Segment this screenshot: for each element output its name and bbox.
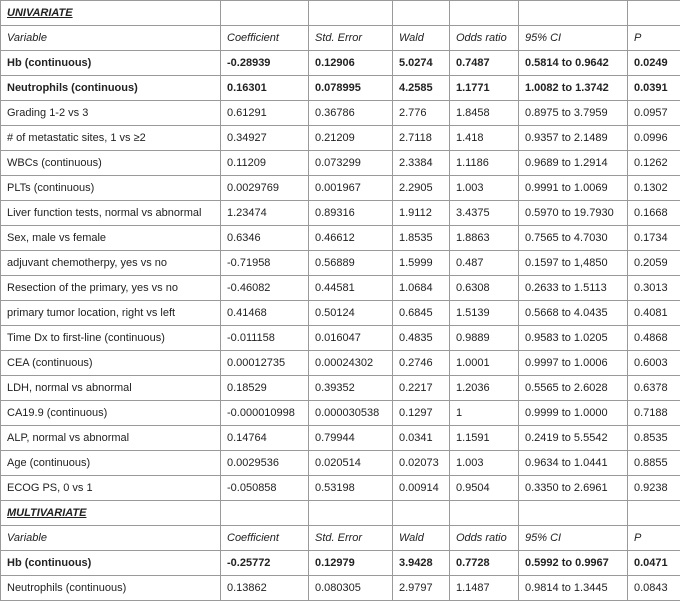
value-cell: 0.0996 <box>628 126 680 151</box>
value-cell: 1.8458 <box>450 101 519 126</box>
value-cell: 0.9999 to 1.0000 <box>519 401 628 426</box>
value-cell: 0.0249 <box>628 51 680 76</box>
value-cell: 2.3384 <box>393 151 450 176</box>
table-row <box>1 326 680 351</box>
empty-cell <box>628 501 680 526</box>
value-cell: 0.50124 <box>309 301 393 326</box>
value-cell: 0.21209 <box>309 126 393 151</box>
value-cell: 1.1487 <box>450 576 519 601</box>
value-cell: 0.9634 to 1.0441 <box>519 451 628 476</box>
variable-cell: LDH, normal vs abnormal <box>1 376 221 401</box>
value-cell: 0.020514 <box>309 451 393 476</box>
value-cell: 0.6308 <box>450 276 519 301</box>
value-cell: 0.0029769 <box>221 176 309 201</box>
variable-cell: Neutrophils (continuous) <box>1 576 221 601</box>
value-cell: 0.4835 <box>393 326 450 351</box>
value-cell: 1.2036 <box>450 376 519 401</box>
variable-cell: CEA (continuous) <box>1 351 221 376</box>
table-row <box>1 51 680 76</box>
value-cell: 0.9689 to 1.2914 <box>519 151 628 176</box>
multivariate-section-row <box>1 501 680 526</box>
value-cell: 0.2419 to 5.5542 <box>519 426 628 451</box>
value-cell: 0.7565 to 4.7030 <box>519 226 628 251</box>
variable-cell: Age (continuous) <box>1 451 221 476</box>
value-cell: 0.56889 <box>309 251 393 276</box>
variable-cell: Liver function tests, normal vs abnormal <box>1 201 221 226</box>
value-cell: 0.1302 <box>628 176 680 201</box>
value-cell: 0.5565 to 2.6028 <box>519 376 628 401</box>
column-header: P <box>628 26 680 51</box>
column-header: Wald <box>393 526 450 551</box>
value-cell: 2.7118 <box>393 126 450 151</box>
column-header: Odds ratio <box>450 526 519 551</box>
value-cell: 0.001967 <box>309 176 393 201</box>
value-cell: 0.14764 <box>221 426 309 451</box>
value-cell: 0.5668 to 4.0435 <box>519 301 628 326</box>
value-cell: 1.0684 <box>393 276 450 301</box>
empty-cell <box>519 1 628 26</box>
table-row <box>1 376 680 401</box>
value-cell: 0.39352 <box>309 376 393 401</box>
value-cell: 0.487 <box>450 251 519 276</box>
value-cell: 0.9583 to 1.0205 <box>519 326 628 351</box>
value-cell: 0.9997 to 1.0006 <box>519 351 628 376</box>
value-cell: -0.71958 <box>221 251 309 276</box>
empty-cell <box>221 501 309 526</box>
value-cell: 0.3350 to 2.6961 <box>519 476 628 501</box>
value-cell: 0.00012735 <box>221 351 309 376</box>
table-row <box>1 551 680 576</box>
column-header: 95% CI <box>519 26 628 51</box>
value-cell: 2.9797 <box>393 576 450 601</box>
value-cell: 1.418 <box>450 126 519 151</box>
empty-cell <box>309 1 393 26</box>
variable-cell: ALP, normal vs abnormal <box>1 426 221 451</box>
value-cell: 2.776 <box>393 101 450 126</box>
empty-cell <box>519 501 628 526</box>
value-cell: 0.5992 to 0.9967 <box>519 551 628 576</box>
variable-cell: # of metastatic sites, 1 vs ≥2 <box>1 126 221 151</box>
empty-cell <box>628 1 680 26</box>
value-cell: 3.9428 <box>393 551 450 576</box>
value-cell: 0.6378 <box>628 376 680 401</box>
table-row <box>1 301 680 326</box>
value-cell: 1.8863 <box>450 226 519 251</box>
value-cell: 0.12906 <box>309 51 393 76</box>
column-header: Odds ratio <box>450 26 519 51</box>
value-cell: 0.13862 <box>221 576 309 601</box>
value-cell: 0.1297 <box>393 401 450 426</box>
table-row <box>1 576 680 601</box>
table-row <box>1 101 680 126</box>
value-cell: 0.4081 <box>628 301 680 326</box>
value-cell: 1.5999 <box>393 251 450 276</box>
table-row <box>1 126 680 151</box>
value-cell: 0.46612 <box>309 226 393 251</box>
value-cell: 1 <box>450 401 519 426</box>
value-cell: 0.0341 <box>393 426 450 451</box>
table-row <box>1 351 680 376</box>
value-cell: 0.8535 <box>628 426 680 451</box>
value-cell: 0.1597 to 1,4850 <box>519 251 628 276</box>
value-cell: 1.8535 <box>393 226 450 251</box>
value-cell: 0.8975 to 3.7959 <box>519 101 628 126</box>
value-cell: 0.0391 <box>628 76 680 101</box>
value-cell: 0.9238 <box>628 476 680 501</box>
empty-cell <box>309 501 393 526</box>
table-row <box>1 151 680 176</box>
value-cell: 1.23474 <box>221 201 309 226</box>
variable-cell: Neutrophils (continuous) <box>1 76 221 101</box>
value-cell: 0.8855 <box>628 451 680 476</box>
value-cell: 0.9991 to 1.0069 <box>519 176 628 201</box>
value-cell: 1.1591 <box>450 426 519 451</box>
column-header: Wald <box>393 26 450 51</box>
value-cell: 0.53198 <box>309 476 393 501</box>
value-cell: 0.00024302 <box>309 351 393 376</box>
variable-cell: primary tumor location, right vs left <box>1 301 221 326</box>
value-cell: 0.2633 to 1.5113 <box>519 276 628 301</box>
value-cell: 0.02073 <box>393 451 450 476</box>
value-cell: 0.2746 <box>393 351 450 376</box>
column-header: Std. Error <box>309 26 393 51</box>
value-cell: 0.9889 <box>450 326 519 351</box>
value-cell: -0.28939 <box>221 51 309 76</box>
variable-cell: Time Dx to first-line (continuous) <box>1 326 221 351</box>
value-cell: 0.9814 to 1.3445 <box>519 576 628 601</box>
value-cell: 0.6346 <box>221 226 309 251</box>
value-cell: 0.0029536 <box>221 451 309 476</box>
column-header: Variable <box>1 26 221 51</box>
value-cell: 0.078995 <box>309 76 393 101</box>
value-cell: 0.2059 <box>628 251 680 276</box>
column-header: Coefficient <box>221 526 309 551</box>
value-cell: -0.25772 <box>221 551 309 576</box>
value-cell: 0.41468 <box>221 301 309 326</box>
value-cell: 0.36786 <box>309 101 393 126</box>
table-row <box>1 476 680 501</box>
value-cell: 0.89316 <box>309 201 393 226</box>
value-cell: 1.9112 <box>393 201 450 226</box>
value-cell: 0.3013 <box>628 276 680 301</box>
univariate-header-row <box>1 26 680 51</box>
column-header: 95% CI <box>519 526 628 551</box>
value-cell: -0.011158 <box>221 326 309 351</box>
value-cell: 1.1771 <box>450 76 519 101</box>
section-title: MULTIVARIATE <box>7 507 87 519</box>
empty-cell <box>450 501 519 526</box>
value-cell: 4.2585 <box>393 76 450 101</box>
variable-cell: Hb (continuous) <box>1 51 221 76</box>
value-cell: 0.4868 <box>628 326 680 351</box>
value-cell: 0.2217 <box>393 376 450 401</box>
value-cell: 1.5139 <box>450 301 519 326</box>
value-cell: -0.46082 <box>221 276 309 301</box>
variable-cell: PLTs (continuous) <box>1 176 221 201</box>
table-row <box>1 176 680 201</box>
value-cell: 0.1262 <box>628 151 680 176</box>
table-row <box>1 451 680 476</box>
value-cell: 0.7188 <box>628 401 680 426</box>
variable-cell: Grading 1-2 vs 3 <box>1 101 221 126</box>
table-row <box>1 426 680 451</box>
value-cell: 1.0082 to 1.3742 <box>519 76 628 101</box>
value-cell: 0.00914 <box>393 476 450 501</box>
variable-cell: WBCs (continuous) <box>1 151 221 176</box>
value-cell: 1.0001 <box>450 351 519 376</box>
value-cell: 0.11209 <box>221 151 309 176</box>
value-cell: 0.44581 <box>309 276 393 301</box>
table-row <box>1 251 680 276</box>
table-row <box>1 226 680 251</box>
value-cell: 1.003 <box>450 451 519 476</box>
table-row <box>1 401 680 426</box>
value-cell: -0.050858 <box>221 476 309 501</box>
value-cell: 0.7487 <box>450 51 519 76</box>
value-cell: 0.0957 <box>628 101 680 126</box>
value-cell: 0.9357 to 2.1489 <box>519 126 628 151</box>
value-cell: 0.073299 <box>309 151 393 176</box>
value-cell: -0.000010998 <box>221 401 309 426</box>
value-cell: 3.4375 <box>450 201 519 226</box>
table-row <box>1 201 680 226</box>
univariate-section-row <box>1 1 680 26</box>
value-cell: 0.016047 <box>309 326 393 351</box>
variable-cell: CA19.9 (continuous) <box>1 401 221 426</box>
multivariate-section-title <box>1 501 221 526</box>
value-cell: 0.6003 <box>628 351 680 376</box>
value-cell: 0.6845 <box>393 301 450 326</box>
value-cell: 1.1186 <box>450 151 519 176</box>
column-header: P <box>628 526 680 551</box>
multivariate-header-row <box>1 526 680 551</box>
value-cell: 0.000030538 <box>309 401 393 426</box>
value-cell: 0.34927 <box>221 126 309 151</box>
empty-cell <box>221 1 309 26</box>
variable-cell: Hb (continuous) <box>1 551 221 576</box>
variable-cell: adjuvant chemotherpy, yes vs no <box>1 251 221 276</box>
value-cell: 0.61291 <box>221 101 309 126</box>
empty-cell <box>393 1 450 26</box>
value-cell: 0.9504 <box>450 476 519 501</box>
table-row <box>1 76 680 101</box>
value-cell: 1.003 <box>450 176 519 201</box>
value-cell: 0.5814 to 0.9642 <box>519 51 628 76</box>
value-cell: 0.7728 <box>450 551 519 576</box>
value-cell: 0.5970 to 19.7930 <box>519 201 628 226</box>
value-cell: 2.2905 <box>393 176 450 201</box>
column-header: Std. Error <box>309 526 393 551</box>
column-header: Variable <box>1 526 221 551</box>
value-cell: 0.0471 <box>628 551 680 576</box>
value-cell: 0.79944 <box>309 426 393 451</box>
variable-cell: Sex, male vs female <box>1 226 221 251</box>
empty-cell <box>393 501 450 526</box>
empty-cell <box>450 1 519 26</box>
table-row <box>1 276 680 301</box>
value-cell: 0.080305 <box>309 576 393 601</box>
value-cell: 0.16301 <box>221 76 309 101</box>
value-cell: 0.0843 <box>628 576 680 601</box>
variable-cell: ECOG PS, 0 vs 1 <box>1 476 221 501</box>
value-cell: 0.12979 <box>309 551 393 576</box>
value-cell: 0.1734 <box>628 226 680 251</box>
value-cell: 5.0274 <box>393 51 450 76</box>
value-cell: 0.1668 <box>628 201 680 226</box>
variable-cell: Resection of the primary, yes vs no <box>1 276 221 301</box>
column-header: Coefficient <box>221 26 309 51</box>
value-cell: 0.18529 <box>221 376 309 401</box>
univariate-section-title <box>1 1 221 26</box>
section-title: UNIVARIATE <box>7 7 73 19</box>
